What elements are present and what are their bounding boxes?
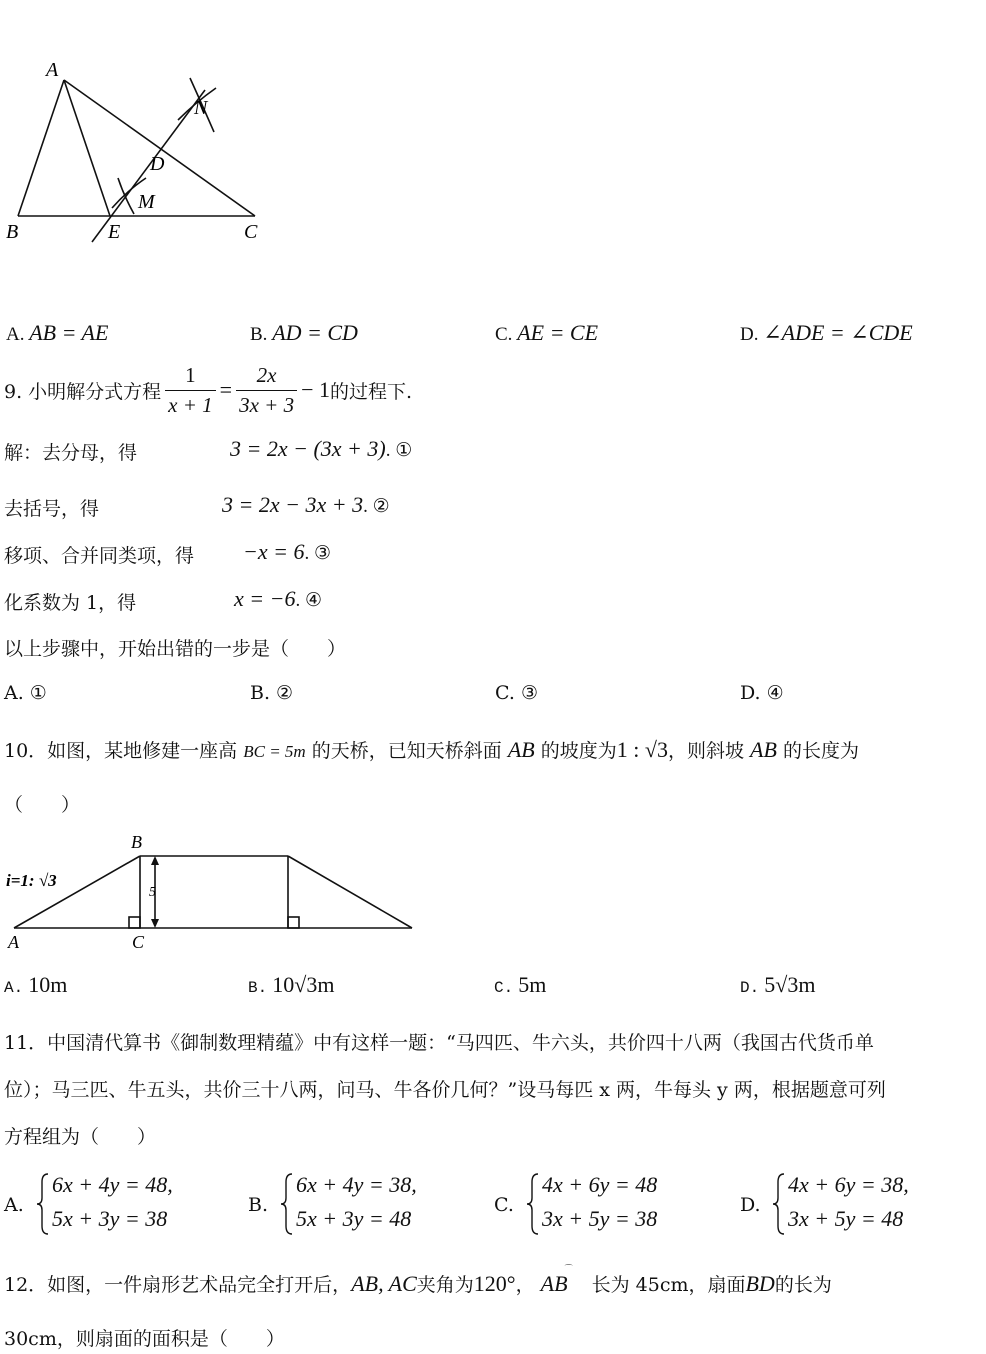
option-expr: ∠ADE = ∠CDE [763, 320, 913, 345]
label-a: A [8, 932, 19, 952]
height-label: 5 [149, 885, 156, 900]
option-value: 10m [28, 972, 68, 997]
q10-option-d[interactable] [740, 972, 815, 998]
q9-step-3-expr: −x = 6. ③ [243, 539, 332, 564]
q11-option-a[interactable] [4, 1172, 244, 1242]
slope-left [14, 856, 140, 928]
q10-option-b[interactable] [248, 972, 334, 998]
arc-mark-icon: ⌒ [564, 1264, 573, 1273]
equation-2: 3x + 5y = 48 [788, 1206, 904, 1231]
equation-1: 6x + 4y = 48, [52, 1172, 173, 1197]
brace-icon [526, 1172, 540, 1236]
option-letter: B. [248, 1194, 269, 1216]
option-letter: D. [740, 1194, 761, 1216]
option-letter: A. [6, 324, 25, 345]
q9-step-1-label: 解：去分母，得 [4, 442, 138, 464]
segment-ae [64, 80, 110, 216]
q10-option-c[interactable] [494, 972, 546, 998]
q9-option-c[interactable]: C. ③ [495, 682, 538, 704]
q10-option-a[interactable] [4, 972, 67, 998]
segment-ac [64, 80, 255, 216]
label-m: M [138, 191, 155, 213]
q8-option-d[interactable] [740, 320, 913, 346]
q9-step-1-expr: 3 = 2x − (3x + 3). ① [230, 436, 413, 461]
slope-label: i=1: √3 [6, 871, 57, 890]
option-value: 5m [518, 972, 547, 997]
equation-1: 6x + 4y = 38, [296, 1172, 417, 1197]
q9-step-4-expr: x = −6. ④ [234, 586, 323, 611]
option-letter: D. [740, 324, 759, 345]
label-e: E [108, 221, 121, 243]
option-letter: C. [495, 324, 513, 345]
fraction-2-numerator: 2x [236, 363, 297, 391]
slope-right [288, 856, 412, 928]
fraction-1-denominator: x + 1 [168, 392, 213, 417]
q9-option-a[interactable]: A. ① [4, 682, 47, 704]
right-angle-mark-right [288, 917, 299, 928]
q9-question: 以上步骤中，开始出错的一步是（ ） [4, 638, 347, 660]
segment-ab [18, 80, 64, 216]
equation-2: 3x + 5y = 38 [542, 1206, 658, 1231]
q9-step-2-expr: 3 = 2x − 3x + 3. ② [222, 492, 390, 517]
brace-icon [280, 1172, 294, 1236]
bridge-figure [0, 828, 420, 954]
option-value: 10√3m [272, 972, 335, 997]
q9-step-2-label: 去括号，得 [4, 498, 100, 520]
equation-2: 5x + 3y = 38 [52, 1206, 168, 1231]
q9-stem-pre: 9. 小明解分式方程 [4, 380, 162, 403]
q8-option-c[interactable] [495, 320, 598, 346]
brace-icon [36, 1172, 50, 1236]
label-n: N [194, 97, 208, 119]
q8-option-b[interactable] [250, 320, 358, 346]
equation-1: 4x + 6y = 48 [542, 1172, 658, 1197]
arrow-head-up [151, 856, 159, 865]
label-c: C [132, 932, 145, 952]
q8-option-a[interactable] [6, 320, 108, 346]
fraction-2-denominator: 3x + 3 [239, 392, 295, 417]
label-a: A [46, 59, 59, 81]
option-expr: AB = AE [29, 320, 109, 345]
q10-paren: （ ） [4, 794, 81, 816]
q10-stem: 10．如图，某地修建一座高 BC = 5m 的天桥，已知天桥斜面 AB 的坡度为1 : √3，则斜坡 AB 的长度为 [4, 737, 859, 762]
fraction-1 [165, 363, 216, 418]
equals-sign: = [219, 377, 233, 402]
q11-option-c[interactable] [494, 1172, 734, 1242]
triangle-figure [0, 50, 290, 250]
label-c: C [244, 221, 258, 243]
q9-stem [4, 360, 412, 420]
option-expr: AE = CE [517, 320, 599, 345]
q9-stem-post: 的过程下. [330, 380, 413, 403]
option-value: 5√3m [764, 972, 816, 997]
option-letter: C. [494, 1194, 514, 1216]
label-b: B [6, 221, 19, 243]
q11-line-2: 位）；马三匹、牛五头，共价三十八两，问马、牛各价几何？”设马每匹 x 两，牛每头 y 两，根据题意可列 [4, 1079, 886, 1101]
q12-line-1: 12．如图，一件扇形艺术品完全打开后，AB, AC夹角为120°， AB ⌒ 长为 45cm，扇面BD的长为 [4, 1264, 832, 1296]
q12-line-2: 30cm，则扇面的面积是（ ） [4, 1328, 285, 1350]
right-angle-mark-left [129, 917, 140, 928]
q9-tail: − 1 [301, 377, 331, 402]
q11-line-1: 11．中国清代算书《御制数理精蕴》中有这样一题：“马四匹、牛六头，共价四十八两（我国古代货币单 [4, 1032, 874, 1054]
option-letter: B. [248, 979, 268, 997]
option-letter: C. [494, 979, 514, 997]
label-b: B [131, 832, 142, 852]
brace-icon [772, 1172, 786, 1236]
option-letter: B. [250, 324, 268, 345]
option-expr: AD = CD [272, 320, 358, 345]
option-letter: A. [4, 979, 24, 997]
q11-option-b[interactable] [248, 1172, 488, 1242]
q9-step-3-label: 移项、合并同类项，得 [4, 545, 195, 567]
equation-2: 5x + 3y = 48 [296, 1206, 412, 1231]
q9-option-b[interactable]: B. ② [250, 682, 294, 704]
label-d: D [150, 153, 165, 175]
option-letter: A. [4, 1194, 24, 1216]
fraction-1-numerator: 1 [165, 363, 216, 391]
q9-step-4-label: 化系数为 1，得 [4, 592, 137, 614]
q11-option-d[interactable] [740, 1172, 980, 1242]
arrow-head-down [151, 919, 159, 928]
arc-ab: AB ⌒ [540, 1264, 573, 1296]
q9-option-d[interactable]: D. ④ [740, 682, 784, 704]
option-letter: D. [740, 979, 760, 997]
equation-1: 4x + 6y = 38, [788, 1172, 909, 1197]
fraction-2 [236, 363, 297, 418]
q11-line-3: 方程组为（ ） [4, 1126, 157, 1148]
